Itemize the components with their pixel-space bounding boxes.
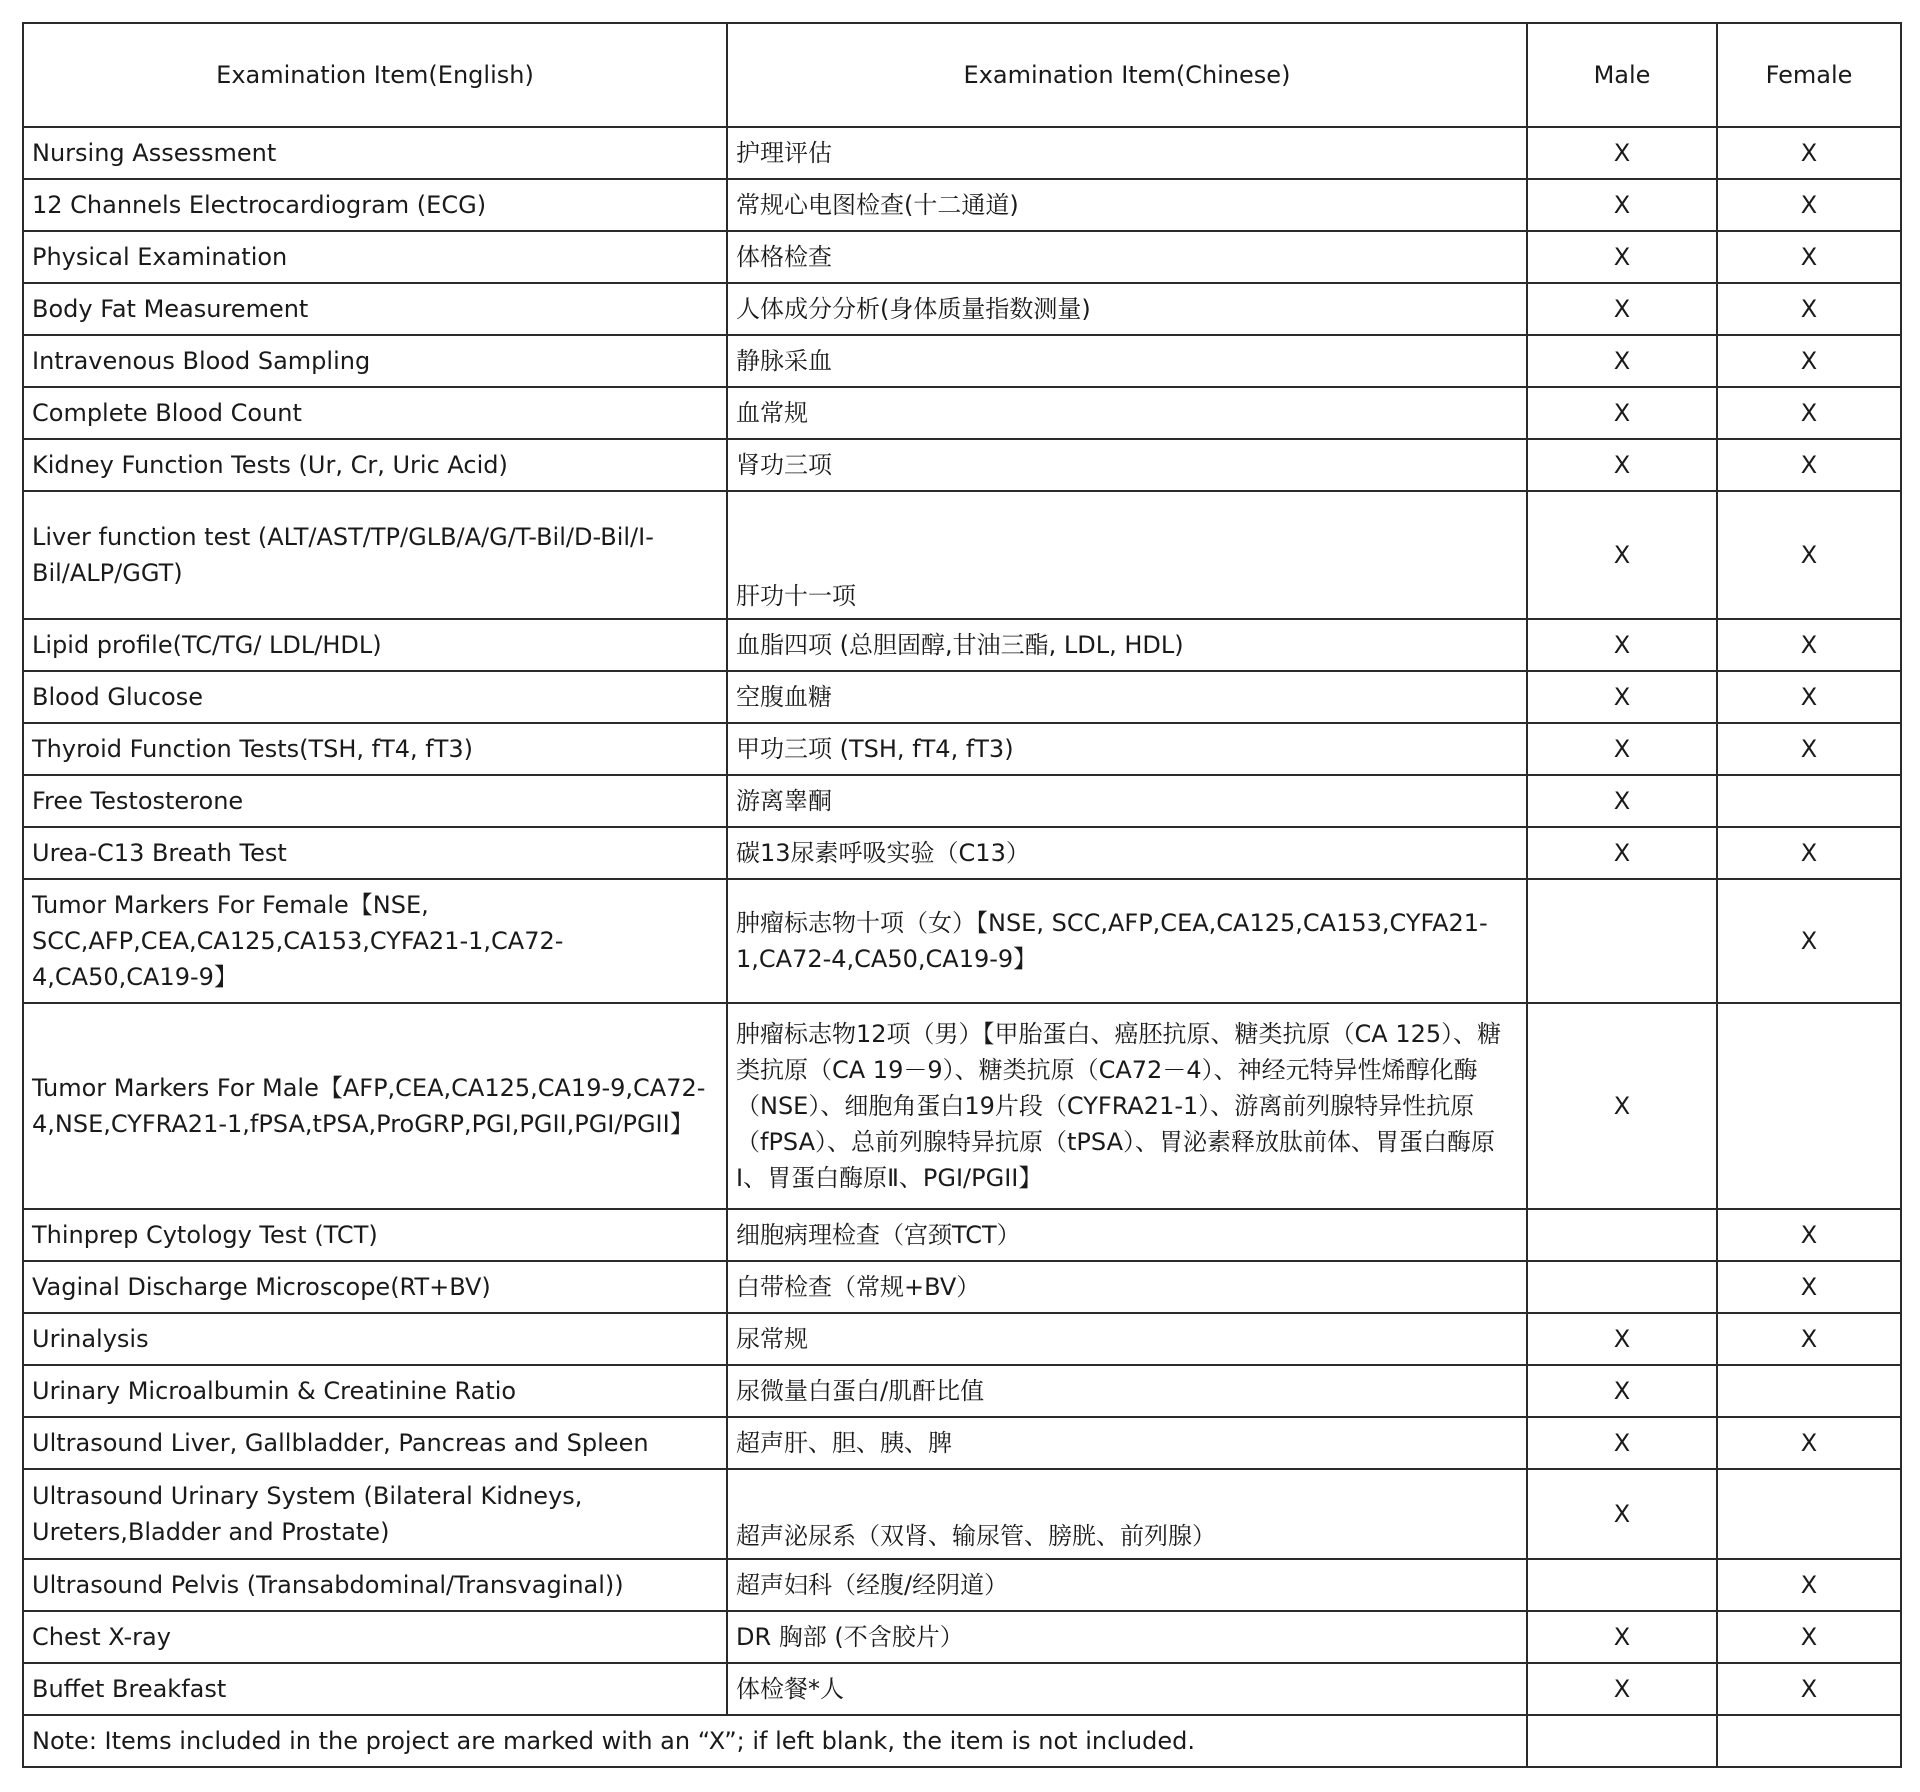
male-mark: X (1527, 1663, 1717, 1715)
male-mark (1527, 879, 1717, 1003)
male-mark: X (1527, 179, 1717, 231)
female-mark (1717, 1365, 1901, 1417)
table-row (23, 1611, 1901, 1663)
male-mark: X (1527, 775, 1717, 827)
item-chinese: 超声泌尿系（双肾、输尿管、膀胱、前列腺） (727, 1469, 1527, 1559)
item-english: Nursing Assessment (23, 127, 727, 179)
note-empty-female (1717, 1715, 1901, 1767)
female-mark: X (1717, 619, 1901, 671)
table-row (23, 619, 1901, 671)
female-mark: X (1717, 439, 1901, 491)
item-chinese: 空腹血糖 (727, 671, 1527, 723)
note-row (23, 1715, 1901, 1767)
male-mark: X (1527, 1417, 1717, 1469)
item-chinese: 细胞病理检查（宫颈TCT） (727, 1209, 1527, 1261)
table-row (23, 827, 1901, 879)
table-row (23, 1209, 1901, 1261)
female-mark: X (1717, 879, 1901, 1003)
male-mark: X (1527, 619, 1717, 671)
table-row (23, 387, 1901, 439)
female-mark: X (1717, 335, 1901, 387)
table-header-row (23, 23, 1901, 127)
header-female: Female (1717, 23, 1901, 127)
item-english: Thinprep Cytology Test (TCT) (23, 1209, 727, 1261)
item-english: Urinalysis (23, 1313, 727, 1365)
item-english: Vaginal Discharge Microscope(RT+BV) (23, 1261, 727, 1313)
male-mark: X (1527, 1313, 1717, 1365)
item-chinese: 血脂四项 (总胆固醇,甘油三酯, LDL, HDL) (727, 619, 1527, 671)
item-chinese: 碳13尿素呼吸实验（C13） (727, 827, 1527, 879)
male-mark: X (1527, 387, 1717, 439)
table-row (23, 127, 1901, 179)
male-mark: X (1527, 439, 1717, 491)
table-row (23, 723, 1901, 775)
male-mark: X (1527, 127, 1717, 179)
item-chinese: 游离睾酮 (727, 775, 1527, 827)
female-mark: X (1717, 1209, 1901, 1261)
item-english: Tumor Markers For Female【NSE, SCC,AFP,CEA,CA125,CA153,CYFA21-1,CA72-4,CA50,CA19-9】 (23, 879, 727, 1003)
item-english: Urea-C13 Breath Test (23, 827, 727, 879)
header-chinese: Examination Item(Chinese) (727, 23, 1527, 127)
female-mark: X (1717, 827, 1901, 879)
table-row (23, 231, 1901, 283)
male-mark: X (1527, 283, 1717, 335)
item-english: Ultrasound Urinary System (Bilateral Kidneys, Ureters,Bladder and Prostate) (23, 1469, 727, 1559)
female-mark: X (1717, 1559, 1901, 1611)
male-mark: X (1527, 1003, 1717, 1209)
item-chinese: 血常规 (727, 387, 1527, 439)
male-mark: X (1527, 671, 1717, 723)
item-chinese: 超声肝、胆、胰、脾 (727, 1417, 1527, 1469)
table-row (23, 1365, 1901, 1417)
item-chinese: 尿常规 (727, 1313, 1527, 1365)
female-mark (1717, 1469, 1901, 1559)
item-chinese: 肿瘤标志物12项（男）【甲胎蛋白、癌胚抗原、糖类抗原（CA 125）、糖类抗原（CA 19－9）、糖类抗原（CA72－4）、神经元特异性烯醇化酶（NSE）、细胞角蛋白19片段（CYFRA21-1）、游离前列腺特异性抗原（fPSA）、总前列腺特异抗原（tPSA）、胃泌素释放肽前体、胃蛋白酶原Ⅰ、胃蛋白酶原Ⅱ、PGI/PGII】 (727, 1003, 1527, 1209)
item-chinese: DR 胸部 (不含胶片） (727, 1611, 1527, 1663)
item-english: Physical Examination (23, 231, 727, 283)
item-chinese: 肝功十一项 (727, 491, 1527, 619)
male-mark (1527, 1559, 1717, 1611)
item-english: Urinary Microalbumin & Creatinine Ratio (23, 1365, 727, 1417)
table-row (23, 1313, 1901, 1365)
note-empty-male (1527, 1715, 1717, 1767)
male-mark: X (1527, 827, 1717, 879)
item-english: Complete Blood Count (23, 387, 727, 439)
header-male: Male (1527, 23, 1717, 127)
male-mark: X (1527, 1365, 1717, 1417)
item-chinese: 常规心电图检查(十二通道) (727, 179, 1527, 231)
examination-items-table (22, 22, 1902, 1768)
male-mark: X (1527, 335, 1717, 387)
item-chinese: 护理评估 (727, 127, 1527, 179)
item-english: Intravenous Blood Sampling (23, 335, 727, 387)
table-row (23, 1417, 1901, 1469)
table-row (23, 879, 1901, 1003)
item-english: Ultrasound Pelvis (Transabdominal/Transvaginal)) (23, 1559, 727, 1611)
table-row (23, 439, 1901, 491)
table-row (23, 775, 1901, 827)
female-mark: X (1717, 1313, 1901, 1365)
header-english: Examination Item(English) (23, 23, 727, 127)
male-mark: X (1527, 491, 1717, 619)
male-mark (1527, 1209, 1717, 1261)
item-chinese: 超声妇科（经腹/经阴道） (727, 1559, 1527, 1611)
item-english: Thyroid Function Tests(TSH, fT4, fT3) (23, 723, 727, 775)
male-mark (1527, 1261, 1717, 1313)
item-english: Body Fat Measurement (23, 283, 727, 335)
table-row (23, 1663, 1901, 1715)
table-note: Note: Items included in the project are marked with an “X”; if left blank, the item is not included. (23, 1715, 1527, 1767)
item-english: 12 Channels Electrocardiogram (ECG) (23, 179, 727, 231)
item-chinese: 尿微量白蛋白/肌酐比值 (727, 1365, 1527, 1417)
item-english: Liver function test (ALT/AST/TP/GLB/A/G/T-Bil/D-Bil/I-Bil/ALP/GGT) (23, 491, 727, 619)
female-mark: X (1717, 231, 1901, 283)
female-mark: X (1717, 671, 1901, 723)
item-chinese: 白带检查（常规+BV） (727, 1261, 1527, 1313)
table-row (23, 283, 1901, 335)
item-english: Tumor Markers For Male【AFP,CEA,CA125,CA19-9,CA72-4,NSE,CYFRA21-1,fPSA,tPSA,ProGRP,PGI,PGII,PGI/PGII】 (23, 1003, 727, 1209)
item-chinese: 体格检查 (727, 231, 1527, 283)
item-chinese: 人体成分分析(身体质量指数测量) (727, 283, 1527, 335)
item-english: Lipid profile(TC/TG/ LDL/HDL) (23, 619, 727, 671)
item-english: Free Testosterone (23, 775, 727, 827)
item-english: Ultrasound Liver, Gallbladder, Pancreas and Spleen (23, 1417, 727, 1469)
male-mark: X (1527, 1611, 1717, 1663)
female-mark: X (1717, 1417, 1901, 1469)
item-english: Chest X-ray (23, 1611, 727, 1663)
table-row (23, 671, 1901, 723)
male-mark: X (1527, 723, 1717, 775)
female-mark: X (1717, 1611, 1901, 1663)
item-english: Blood Glucose (23, 671, 727, 723)
table-row (23, 491, 1901, 619)
female-mark: X (1717, 1663, 1901, 1715)
item-chinese: 甲功三项 (TSH, fT4, fT3) (727, 723, 1527, 775)
item-chinese: 肿瘤标志物十项（女）【NSE, SCC,AFP,CEA,CA125,CA153,CYFA21-1,CA72-4,CA50,CA19-9】 (727, 879, 1527, 1003)
item-chinese: 肾功三项 (727, 439, 1527, 491)
table-row (23, 335, 1901, 387)
item-chinese: 静脉采血 (727, 335, 1527, 387)
female-mark: X (1717, 1261, 1901, 1313)
female-mark: X (1717, 723, 1901, 775)
female-mark: X (1717, 491, 1901, 619)
female-mark: X (1717, 283, 1901, 335)
female-mark: X (1717, 127, 1901, 179)
male-mark: X (1527, 231, 1717, 283)
female-mark: X (1717, 387, 1901, 439)
item-english: Kidney Function Tests (Ur, Cr, Uric Acid) (23, 439, 727, 491)
table-row (23, 1559, 1901, 1611)
table-row (23, 179, 1901, 231)
female-mark (1717, 1003, 1901, 1209)
female-mark: X (1717, 179, 1901, 231)
table-row (23, 1003, 1901, 1209)
table-row (23, 1261, 1901, 1313)
item-english: Buffet Breakfast (23, 1663, 727, 1715)
item-chinese: 体检餐*人 (727, 1663, 1527, 1715)
table-row (23, 1469, 1901, 1559)
male-mark: X (1527, 1469, 1717, 1559)
female-mark (1717, 775, 1901, 827)
